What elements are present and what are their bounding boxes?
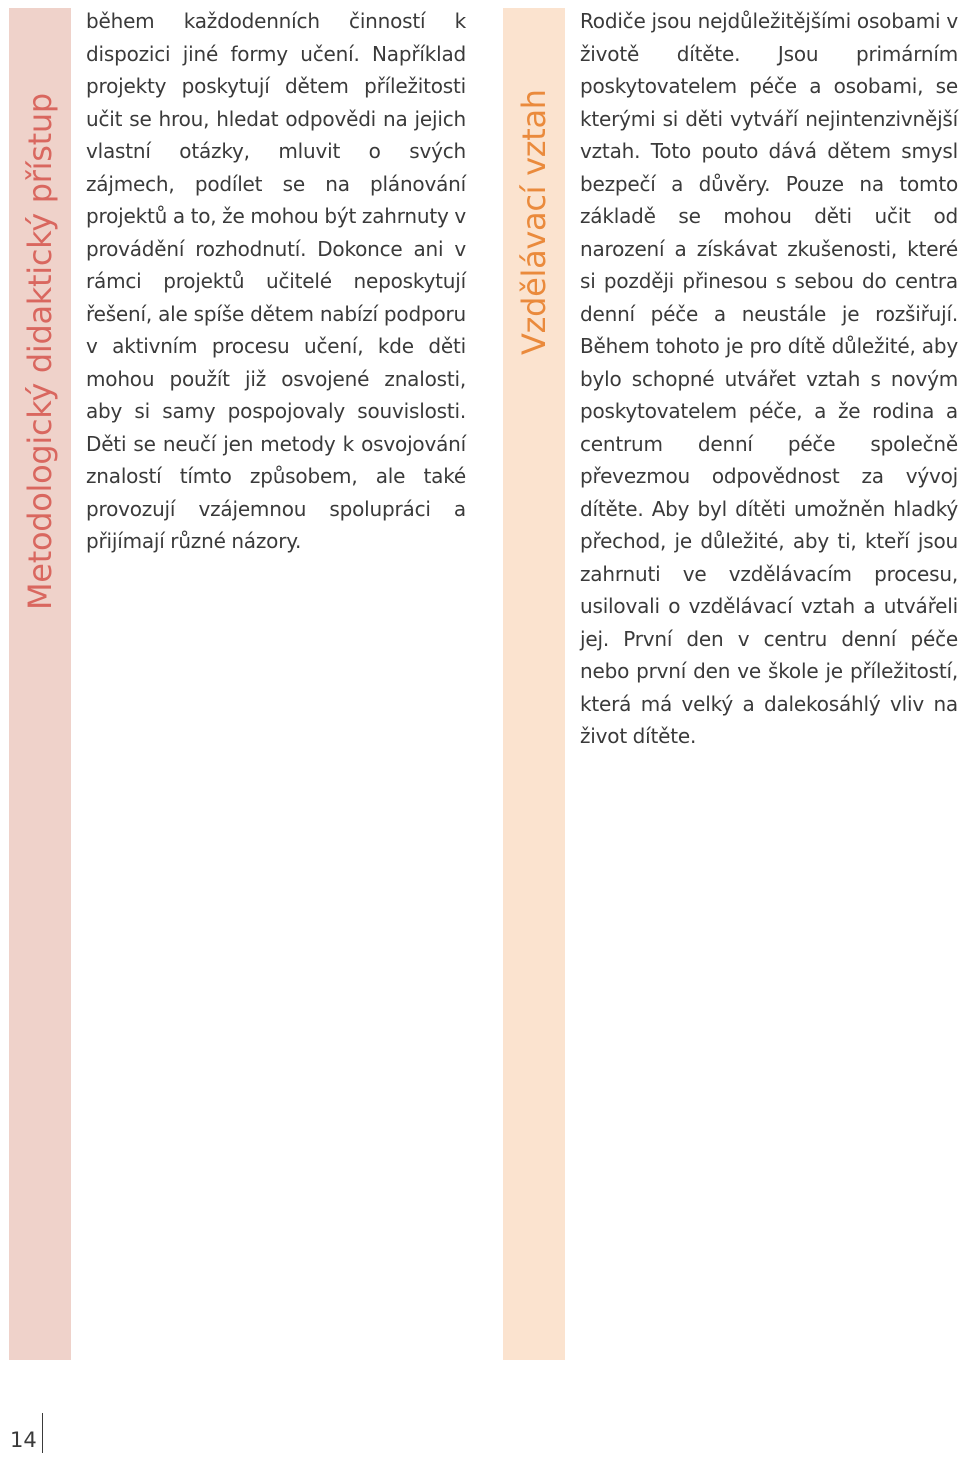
body-text-right-column: Rodiče jsou nejdůležitějšími osobami v životě dítěte. Jsou primárním poskytovatelem péče a osobami, se kterými si děti vytváří nejintenzivnější vztah. Toto pouto dává dětem smysl bezpečí a důvěry. Pouze na tomto základě se mohou děti učit od narození a získávat zkušenosti, které si později přinesou s sebou do centra denní péče a neustále je rozšiřují. Během tohoto je pro dítě důležité, aby bylo schopné utvářet vztah s novým poskytovatelem péče, a že rodina a centrum denní péče společně převezmou odpovědnost za vývoj dítěte. Aby byl dítěti umožněn hladký přechod, je důležité, aby ti, kteří jsou zahrnuti ve vzdělávacím procesu, usilovali o vzdělávací vztah a utvářeli jej. První den v centru denní péče nebo první den ve škole je příležitostí, která má velký a dalekosáhlý vliv na život dítěte. — [580, 9, 958, 748]
page-number-divider — [42, 1413, 43, 1453]
page-number: 14 — [10, 1428, 37, 1452]
sidebar-mid-band — [503, 8, 565, 1360]
section-title-vzdelavaci-vztah: Vzdělávací vztah — [515, 88, 553, 355]
sidebar-left-title: Metodologický didaktický přístup — [21, 92, 59, 610]
sidebar-left-band — [9, 8, 71, 1360]
body-text-left-column: během každodenních činností k dispozici jiné formy učení. Například projekty poskytují dětem příležitosti učit se hrou, hledat odpovědi na jejich vlastní otázky, mluvit o svých zájmech, podílet se na plánování projektů a to, že mohou být zahrnuty v provádění rozhodnutí. Dokonce ani v rámci projektů učitelé neposkytují řešení, ale spíše dětem nabízí podporu v aktivním procesu učení, kde děti mohou použít již osvojené znalosti, aby si samy pospojovaly souvislosti. Děti se neučí jen metody k osvojování znalostí tímto způsobem, ale také provozují vzájemnou spolupráci a přijímají různé názory. — [86, 9, 466, 553]
